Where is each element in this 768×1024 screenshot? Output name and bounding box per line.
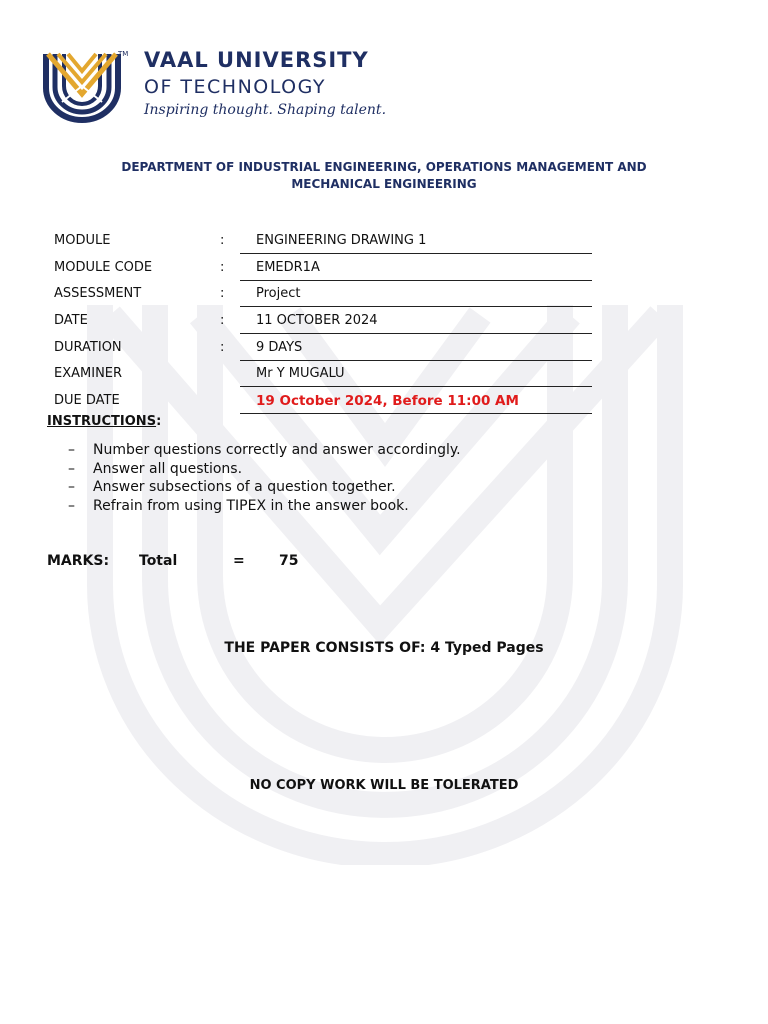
- instruction-text: Number questions correctly and answer accordingly.: [93, 442, 461, 458]
- trademark-mark: TM: [118, 50, 129, 58]
- info-row-duration: [0, 335, 768, 362]
- info-label: MODULE: [54, 233, 111, 248]
- instruction-text: Refrain from using TIPEX in the answer book.: [93, 497, 409, 514]
- info-colon: :: [220, 313, 225, 329]
- info-row-module: [0, 228, 768, 255]
- info-colon: :: [220, 233, 225, 248]
- info-label: DATE: [54, 313, 88, 329]
- copy-notice: NO COPY WORK WILL BE TOLERATED: [249, 778, 519, 793]
- underline-divider: [240, 413, 592, 414]
- info-label: MODULE CODE: [54, 259, 153, 275]
- instruction-text: Answer all questions.: [93, 460, 243, 477]
- bullet-dash: –: [68, 460, 75, 477]
- info-row-module-code: [0, 255, 768, 282]
- list-item: [68, 478, 461, 497]
- info-value: Project: [256, 286, 301, 302]
- module-info-table: [0, 228, 768, 415]
- info-value: ENGINEERING DRAWING 1: [256, 233, 427, 248]
- instructions-heading: [47, 414, 161, 429]
- info-row-date: [0, 308, 768, 335]
- bullet-dash: –: [68, 442, 75, 458]
- paper-page-count: THE PAPER CONSISTS OF: 4 Typed Pages: [224, 640, 544, 656]
- instructions-colon: :: [156, 414, 162, 429]
- department-line1: DEPARTMENT OF INDUSTRIAL ENGINEERING, OPERATIONS MANAGEMENT AND: [121, 160, 647, 174]
- info-colon: :: [220, 259, 225, 275]
- list-item: [68, 441, 461, 460]
- university-name-line2: OF TECHNOLOGY: [144, 76, 327, 98]
- due-date-value: 19 October 2024, Before 11:00 AM: [256, 393, 519, 410]
- marks-equals: =: [233, 553, 245, 569]
- instructions-list: [68, 441, 461, 515]
- info-label: ASSESSMENT: [54, 286, 142, 302]
- info-value: Mr Y MUGALU: [256, 366, 345, 382]
- info-colon: :: [220, 286, 225, 302]
- bullet-dash: –: [68, 497, 75, 514]
- info-row-due-date: [0, 388, 768, 415]
- info-row-assessment: [0, 281, 768, 308]
- department-title: [40, 159, 728, 193]
- university-logo-icon: [40, 50, 128, 124]
- university-tagline: Inspiring thought. Shaping talent.: [144, 102, 387, 118]
- info-label: EXAMINER: [54, 366, 123, 382]
- bullet-dash: –: [68, 479, 75, 495]
- info-label: DUE DATE: [54, 393, 120, 409]
- info-value: EMEDR1A: [256, 259, 320, 275]
- info-label: DURATION: [54, 339, 122, 355]
- info-colon: :: [220, 339, 225, 355]
- info-value: 11 OCTOBER 2024: [256, 313, 378, 329]
- instruction-text: Answer subsections of a question together.: [93, 479, 396, 495]
- department-line2: MECHANICAL ENGINEERING: [291, 177, 477, 191]
- info-row-examiner: [0, 361, 768, 388]
- list-item: [68, 460, 461, 479]
- list-item: [68, 497, 461, 516]
- marks-total-label: Total: [139, 553, 178, 569]
- instructions-title: INSTRUCTIONS: [47, 414, 157, 429]
- marks-label: MARKS:: [47, 553, 110, 569]
- info-value: 9 DAYS: [256, 339, 303, 355]
- marks-total-value: 75: [279, 553, 299, 569]
- university-name-line1: VAAL UNIVERSITY: [144, 48, 369, 72]
